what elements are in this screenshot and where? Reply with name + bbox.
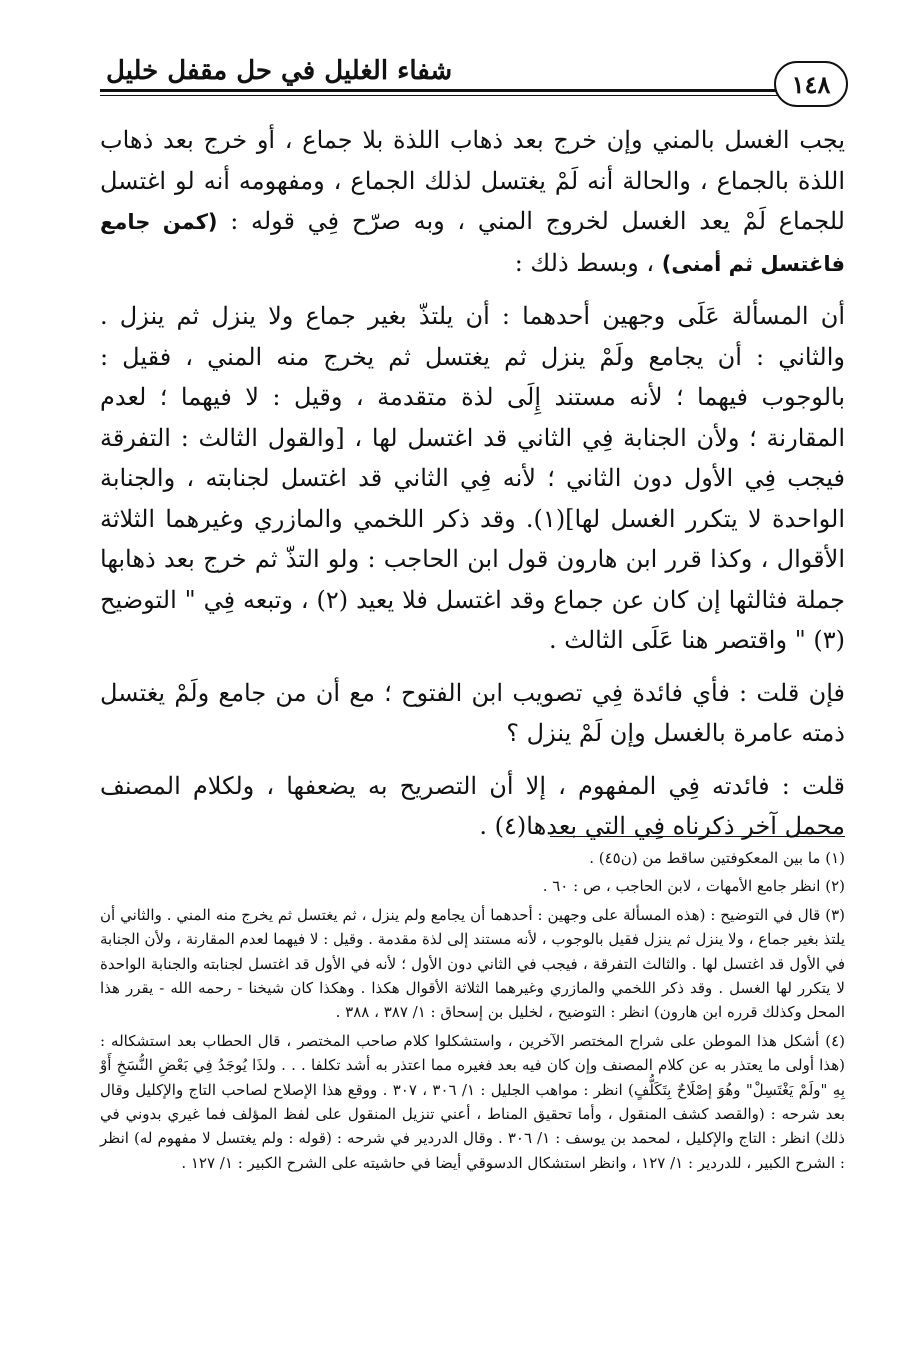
paragraph-1 — [100, 120, 845, 284]
paragraph-4: قلت : فائدته فِي المفهوم ، إلا أن التصريح به يضعفها ، ولكلام المصنف محمل آخر ذكرناه فِي التي بعدها(٤) . — [100, 771, 845, 840]
footnote-1: (١) ما بين المعكوفتين ساقط من (ن٤٥) . — [589, 849, 845, 867]
paragraph-2: أن المسألة عَلَى وجهين أحدهما : أن يلتذّ بغير جماع ولا ينزل ثم ينزل . والثاني : أن يجامع ولَمْ ينزل ثم يغتسل ثم يخرج منه المني ، فقيل : بالوجوب فيهما ؛ لأنه مستند إِلَى لذة متقدمة ، وقيل : لا فيهما ؛ لعدم المقارنة ؛ ولأن الجنابة فِي الثاني قد اغتسل لها ، [والقول الثالث : التفرقة فيجب فِي الأول دون الثاني ؛ لأنه فِي الثاني قد اغتسل لجنابته ، والجنابة الواحدة لا يتكرر الغسل لها](١). وقد ذكر اللخمي والمازري وغيرهما الثلاثة الأقوال ، وكذا قرر ابن هارون قول ابن الحاجب : ولو التذّ ثم خرج بعد ذهابها جملة فثالثها إن كان عن جماع وقد اغتسل فلا يعيد (٢) ، وتبعه فِي " التوضيح (٣) " واقتصر هنا عَلَى الثالث . — [100, 302, 846, 654]
footnotes — [100, 846, 845, 1179]
page-header — [100, 56, 848, 108]
footnote-3: (٣) قال في التوضيح : (هذه المسألة على وجهين : أحدهما أن يجامع ولم ينزل ، ثم يغتسل ثم يخرج منه المني . والثاني أن يلتذ بغير جماع ، ولا ينزل ثم ينزل فقيل بالوجوب ، لأنه مستند إلى لذة مقدمة . وقيل : لا فيهما لعدم المقارنة ، ولأن الجنابة في الأول قد اغتسل لها . والثالث التفرقة ، فيجب في الثاني دون الأول ؛ لأنه في الأول قد اغتسل لجنابته والجنابة الواحدة لا يتكرر لها الغسل . وقد ذكر اللخمي والمازري وغيرهما الثلاثة الأقوال هكذا . وهكذا كان شيخنا - رحمه الله - يقرر هذا المحل وكذلك قرره ابن هارون) انظر : التوضيح ، لخليل بن إسحاق : ١/ ٣٨٧ ، ٣٨٨ . — [100, 905, 845, 1022]
main-text — [100, 120, 845, 847]
footnote-4: (٤) أشكل هذا الموطن على شراح المختصر الآخرين ، واستشكلوا كلام صاحب المختصر ، قال الحطاب بعد استشكاله : (هذا أولى ما يعتذر به عن كلام المصنف وإن كان فيه بعد فغيره مما اعتذر به أشد تكلفا . . . ولذَا يُوجَدُ فِي بَعْضِ النُّسَخِ أَوْ بِهِ "ولَمْ يَغْتَسِلْ" وهُوَ إصْلَاحٌ بِتَكَلُّفٍ) انظر : مواهب الجليل : ١/ ٣٠٦ ، ٣٠٧ . ووقع هذا الإصلاح لصاحب التاج والإكليل وقال بعد شرحه : (والقصد كشف المنقول ، وأما تحقيق المناط ، أعني تنزيل المنقول على لفظ المؤلف فما غيري بدوني في ذلك) انظر : التاج والإكليل ، لمحمد بن يوسف : ١/ ٣٠٦ . وقال الدردير في شرحه : (قوله : ولم يغتسل لا مفهوم له) انظر : الشرح الكبير ، للدردير : ١/ ١٢٧ ، وانظر استشكال الدسوقي أيضا في حاشيته على الشرح الكبير : ١/ ١٢٧ . — [100, 1031, 845, 1172]
page-number: ١٤٨ — [774, 61, 848, 107]
paragraph-3: فإن قلت : فأي فائدة فِي تصويب ابن الفتوح ؛ مع أن من جامع ولَمْ يغتسل ذمته عامرة بالغسل وإن لَمْ ينزل ؟ — [100, 678, 845, 747]
header-rule-thin — [100, 95, 778, 96]
running-title: شفاء الغليل في حل مقفل خليل — [100, 56, 462, 86]
quoted-matn: (كمن جامع فاغتسل ثم أمنى) — [100, 210, 845, 276]
paragraph-1-end: ، وبسط ذلك : — [514, 248, 662, 277]
paragraph-1-start: يجب الغسل بالمني وإن خرج بعد ذهاب اللذة بلا جماع ، أو خرج بعد ذهاب اللذة بالجماع ، والحالة أنه لَمْ يغتسل لذلك الجماع ، ومفهومه أنه لو اغتسل للجماع لَمْ يعد الغسل لخروج المني ، وبه صرّح فِي قوله : — [100, 126, 845, 235]
header-rule — [100, 89, 778, 92]
footnote-divider — [550, 836, 845, 837]
footnote-2: (٢) انظر جامع الأمهات ، لابن الحاجب ، ص : ٦٠ . — [542, 877, 845, 896]
